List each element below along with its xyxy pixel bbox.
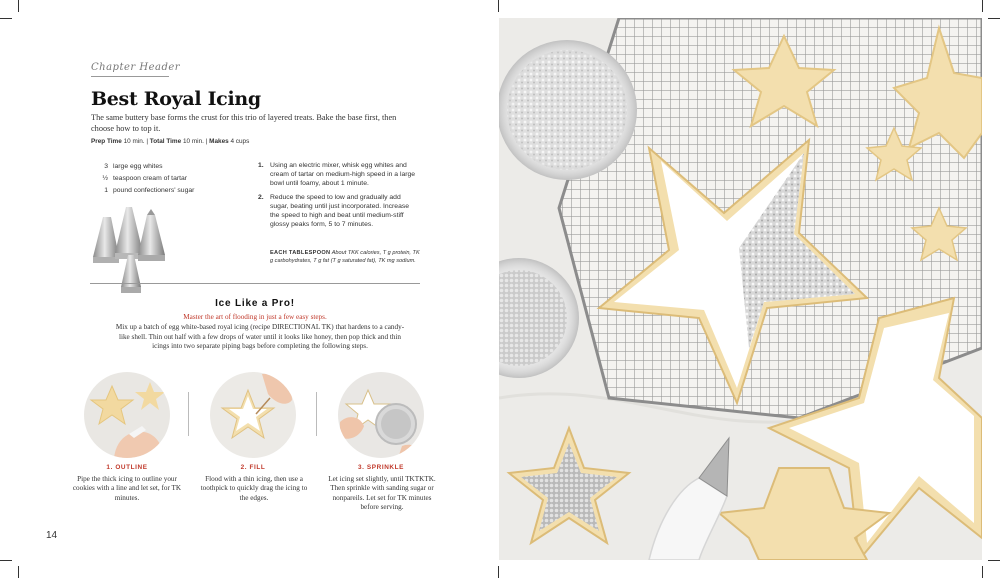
how-to-label-outline: 1. OUTLINE [106, 464, 148, 471]
section-divider [90, 283, 420, 284]
prep-value: 10 min. [123, 138, 145, 145]
step-photo-outline [84, 372, 170, 458]
recipe-step [258, 193, 418, 230]
star-cookies-photo [499, 18, 982, 560]
crop-mark [988, 560, 1000, 561]
ingredient-qty: 3 [104, 163, 108, 170]
recipe-steps [258, 161, 418, 233]
ingredient-qty: ½ [102, 175, 108, 182]
sugar-bowl [499, 40, 637, 180]
crop-mark [988, 18, 1000, 19]
how-to-text-sprinkle: Let icing set slightly, until TKTKTK. Then sprinkle with sanding sugar or nonpareils. Let set for TK minutes before serving. [328, 475, 436, 512]
piping-tips-image [85, 205, 175, 295]
step-photo-fill [210, 372, 296, 458]
total-label: Total Time [149, 138, 182, 145]
chapter-header: Chapter Header [91, 62, 181, 73]
sprinkle-photo-image [338, 372, 424, 458]
step-photo-sprinkle [338, 372, 424, 458]
prep-label: Prep Time [91, 138, 122, 145]
ingredient-name: large egg whites [113, 163, 163, 170]
nutrition-text: About TKK calories, T g protein, TK g carbohydrates, T g fat (T g saturated fat), TK mg sodium. [270, 250, 420, 264]
page-number: 14 [46, 530, 58, 541]
ingredient-item [93, 185, 243, 197]
step-text: Using an electric mixer, whisk egg whites and cream of tartar on medium-high speed in a large bowl until foamy, about 1 minute. [270, 162, 416, 188]
step-text: Reduce the speed to low and gradually add sugar, beating until just incorporated. Increase the speed to high and beat until medium-stiff glossy peaks form, 5 to 7 minutes. [270, 193, 410, 229]
how-to-text-outline: Pipe the thick icing to outline your cookies with a line and let set, for TK minutes. [72, 475, 182, 502]
nutrition-label: EACH TABLESPOON [270, 250, 331, 256]
how-to-label-sprinkle: 3. SPRINKLE [357, 464, 405, 471]
crop-mark [982, 566, 983, 578]
times-separator: | [146, 138, 148, 145]
how-to-label-fill: 2. FILL [240, 464, 266, 471]
step-divider [188, 392, 189, 436]
ingredient-item [93, 161, 243, 173]
makes-value: 4 cups [230, 138, 250, 145]
step-number: 2. [258, 193, 264, 201]
ingredient-list [93, 161, 243, 197]
ingredient-name: teaspoon cream of tartar [113, 175, 188, 182]
ingredient-item [93, 173, 243, 185]
step-number: 1. [258, 162, 264, 169]
ingredient-qty: 1 [104, 187, 108, 194]
ice-section-body: Mix up a batch of egg white-based royal icing (recipe DIRECTIONAL TK) that hardens to a candy-like shell. Thin out half with a few drops of water until it looks like honey, then pop thick and thin icings into two separate piping bags before completing the following steps. [115, 323, 405, 351]
nutrition-info [270, 250, 420, 265]
piping-tip [138, 209, 165, 261]
recipe-title: Best Royal Icing [91, 88, 261, 110]
ice-section-title: Ice Like a Pro! [215, 298, 295, 309]
step-divider [316, 392, 317, 436]
piping-tip [115, 207, 143, 259]
crop-mark [982, 0, 983, 12]
makes-label: Makes [209, 138, 229, 145]
hero-photo-image [499, 18, 982, 560]
times-separator: | [205, 138, 208, 145]
chapter-rule [91, 76, 169, 77]
outline-photo-image [84, 372, 170, 458]
recipe-intro: The same buttery base forms the crust for this trio of layered treats. Bake the base first, then choose how to top it. [91, 113, 397, 133]
how-to-text-fill: Flood with a thin icing, then use a toothpick to quickly drag the icing to the edges. [200, 475, 308, 502]
recipe-times [91, 138, 249, 145]
recipe-step [258, 161, 418, 189]
ingredient-name: pound confectioners' sugar [113, 187, 195, 194]
total-value: 10 min. [182, 138, 204, 145]
ice-section-subtitle: Master the art of flooding in just a few easy steps. [183, 313, 327, 321]
fill-photo-image [210, 372, 296, 458]
